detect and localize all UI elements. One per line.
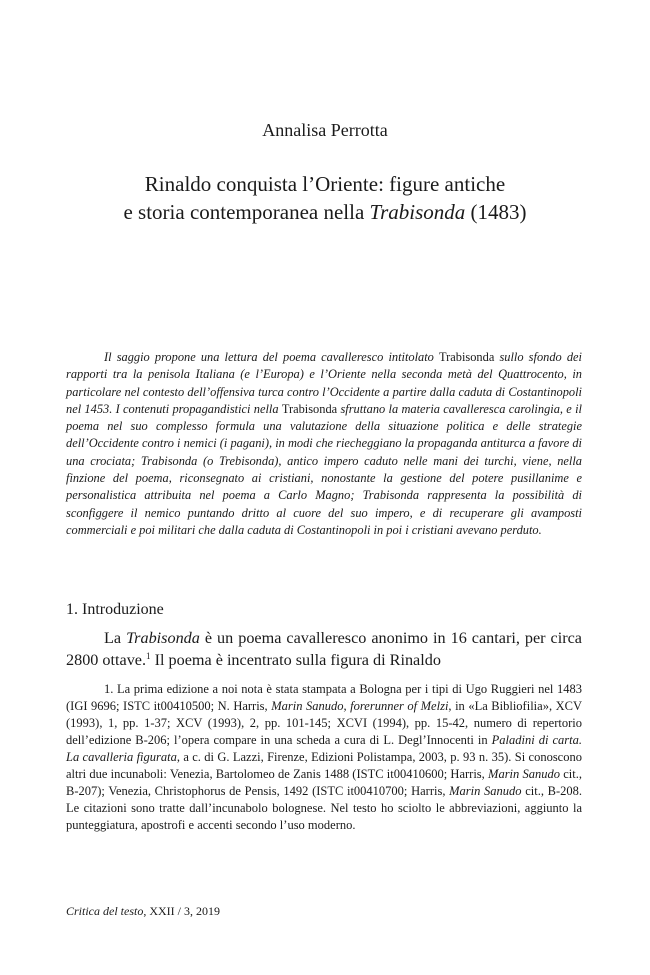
page-footer bbox=[66, 904, 220, 919]
footnote-part-5: cit., B-208. Le citazioni sono tratte dall’incunabolo bolognese. Nel testo ho sciolto le abbreviazioni, aggiunto la punteggiatura, apostrofi e accenti secondo l’uso moderno. bbox=[66, 784, 582, 832]
abstract-part-3: sfruttano la materia cavalleresca carolingia, e il poema nel suo complesso formula una valutazione della situazione politica e delle strategie dell’Occidente contro i nemici (i pagani), in modi che riecheggiano la propaganda antiturca a favore di una crociata; Trabisonda (o Trebisonda), antico impero caduto nelle mani dei turchi, viene, nella finzione del poema, riconsegnato ai cristiani, nonostante la gestione del potere pusillanime e personalistica attribuita nel poema a Carlo Magno; Trabisonda rappresenta la possibilità di sconfiggere il nemico puntando dritto al cuore del suo impero, e di recuperare gli avamposti commerciali e poi militari che dalla caduta di Costantinopoli in poi i cristiani avevano perduto. bbox=[66, 401, 582, 537]
abstract-upright-1: Trabisonda bbox=[439, 350, 495, 364]
journal-issue: , XXII / 3, 2019 bbox=[143, 904, 220, 918]
article-title bbox=[30, 170, 620, 226]
footnote-marker: 1 bbox=[146, 651, 151, 661]
title-line-1: Rinaldo conquista l’Oriente: figure antiche bbox=[144, 172, 506, 196]
footnote-part-2: , in «La Bibliofilia», XCV (1993), 1, pp. 1-37; XCV (1993), 2, pp. 101-145; XCVI (1994), pp. 15-42, numero di repertorio dell’edizione B-206; l’opera compare in una scheda a cura di L. Degl’Innocenti in bbox=[66, 699, 582, 747]
footnote-italic-4: Marin Sanudo bbox=[449, 784, 522, 798]
body-part-c: Il poema è incentrato sulla figura di Rinaldo bbox=[150, 651, 441, 669]
abstract-part-2: sullo sfondo dei rapporti tra la penisola Italiana (e l’Europa) e l’Oriente nella seconda metà del Quattrocento, in particolare nel contesto dell’offensiva turca contro l’Occidente a partire dalla caduta di Costantinopoli nel 1453. I contenuti propagandistici nella bbox=[66, 350, 582, 416]
footnote-italic-1: Marin Sanudo, forerunner of Melzi bbox=[271, 699, 449, 713]
body-paragraph bbox=[66, 627, 582, 671]
footnote-italic-2: Paladini di carta. La cavalleria figurata bbox=[66, 733, 582, 764]
section-heading: 1. Introduzione bbox=[66, 601, 164, 618]
title-line-2-pre: e storia contemporanea nella bbox=[123, 200, 370, 224]
author-name: Annalisa Perrotta bbox=[262, 120, 388, 140]
journal-name: Critica del testo bbox=[66, 904, 144, 918]
title-line-2-post: (1483) bbox=[465, 200, 527, 224]
abstract-part-1: Il saggio propone una lettura del poema cavalleresco intitolato bbox=[104, 350, 440, 364]
footnote-part-4: cit., B-207); Venezia, Christophorus de Pensis, 1492 (ISTC it00410700; Harris, bbox=[66, 767, 582, 798]
body-italic: Trabisonda bbox=[126, 629, 200, 647]
footnote-1 bbox=[66, 681, 582, 834]
body-part-b: è un poema cavalleresco anonimo in 16 cantari, per circa 2800 ottave. bbox=[66, 629, 582, 669]
abstract bbox=[66, 349, 582, 539]
body-part-a: La bbox=[104, 629, 127, 647]
footnote-part-3: , a c. di G. Lazzi, Firenze, Edizioni Polistampa, 2003, p. 93 n. 35). Si conoscono altri due incunaboli: Venezia, Bartolomeo de Zanis 1488 (ISTC it00410600; Harris, bbox=[66, 750, 582, 781]
abstract-upright-2: Trabisonda bbox=[281, 401, 338, 416]
title-line-2-italic: Trabisonda bbox=[369, 200, 466, 224]
footnote-italic-3: Marin Sanudo bbox=[488, 767, 561, 781]
footnote-part-1: 1. La prima edizione a noi nota è stata stampata a Bologna per i tipi di Ugo Ruggieri nel 1483 (IGI 9696; ISTC it00410500; N. Harris, bbox=[66, 682, 582, 713]
